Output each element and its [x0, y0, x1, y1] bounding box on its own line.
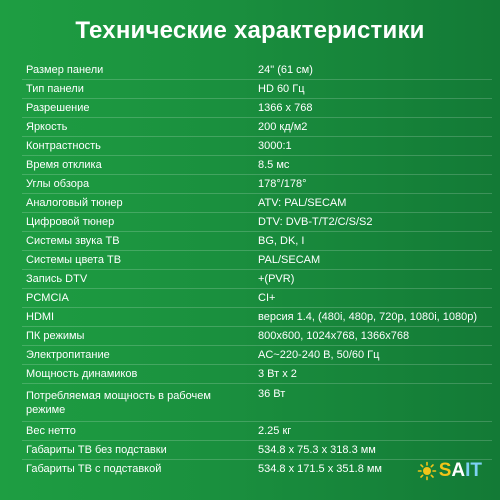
spec-row-dtv-recording: [22, 270, 492, 289]
spec-label: Габариты ТВ с подставкой: [26, 463, 162, 475]
spec-row-color-systems: [22, 251, 492, 270]
spec-label: Мощность динамиков: [26, 368, 138, 380]
spec-value: BG, DK, I: [258, 235, 305, 247]
spec-label: Аналоговый тюнер: [26, 197, 123, 209]
spec-value: DTV: DVB-T/T2/C/S/S2: [258, 216, 373, 228]
spec-row-resolution: [22, 99, 492, 118]
spec-value: 8.5 мс: [258, 159, 290, 171]
spec-value: 2.25 кг: [258, 425, 292, 437]
spec-value: 36 Вт: [258, 388, 286, 400]
spec-row-panel-size: [22, 61, 492, 80]
spec-value: версия 1.4, (480i, 480p, 720p, 1080i, 1080p): [258, 311, 478, 323]
spec-label: Системы звука ТВ: [26, 235, 120, 247]
spec-row-power-consumption: [22, 384, 492, 422]
spec-value: 534.8 x 75.3 x 318.3 мм: [258, 444, 376, 456]
spec-row-sound-systems: [22, 232, 492, 251]
spec-label: Цифровой тюнер: [26, 216, 115, 228]
spec-value: ATV: PAL/SECAM: [258, 197, 347, 209]
spec-row-analog-tuner: [22, 194, 492, 213]
spec-row-dimensions-no-stand: [22, 441, 492, 460]
spec-label: Контрастность: [26, 140, 101, 152]
spec-label: Потребляемая мощность в рабочем режиме: [26, 389, 211, 416]
spec-value: PAL/SECAM: [258, 254, 321, 266]
spec-label: Размер панели: [26, 64, 104, 76]
logo-text-it: IT: [465, 460, 482, 481]
spec-row-pcmcia: [22, 289, 492, 308]
sun-icon: [417, 461, 437, 481]
spec-value: 1366 x 768: [258, 102, 313, 114]
spec-value: 534.8 x 171.5 x 351.8 мм: [258, 463, 382, 475]
spec-row-contrast: [22, 137, 492, 156]
spec-label: Электропитание: [26, 349, 110, 361]
page-title: Технические характеристики: [75, 17, 425, 44]
spec-value: AC~220-240 В, 50/60 Гц: [258, 349, 380, 361]
spec-value: 3000:1: [258, 140, 292, 152]
spec-label: Разрешение: [26, 102, 90, 114]
spec-row-net-weight: [22, 422, 492, 441]
spec-label: Время отклика: [26, 159, 102, 171]
spec-value: 200 кд/м2: [258, 121, 308, 133]
spec-value: 178°/178°: [258, 178, 307, 190]
spec-label: ПК режимы: [26, 330, 85, 342]
spec-row-power-supply: [22, 346, 492, 365]
spec-label: Вес нетто: [26, 425, 76, 437]
logo-text-a: A: [451, 460, 466, 481]
spec-value: HD 60 Гц: [258, 83, 305, 95]
spec-row-panel-type: [22, 80, 492, 99]
spec-label: PCMCIA: [26, 292, 69, 304]
spec-value: 800x600, 1024x768, 1366x768: [258, 330, 410, 342]
spec-label: Габариты ТВ без подставки: [26, 444, 167, 456]
spec-row-response-time: [22, 156, 492, 175]
spec-row-digital-tuner: [22, 213, 492, 232]
spec-row-viewing-angles: [22, 175, 492, 194]
spec-row-pc-modes: [22, 327, 492, 346]
spec-table: [22, 61, 492, 478]
spec-value: +(PVR): [258, 273, 295, 285]
sait-logo: [417, 461, 482, 481]
spec-label: Запись DTV: [26, 273, 88, 285]
spec-row-hdmi: [22, 308, 492, 327]
spec-label: Системы цвета ТВ: [26, 254, 122, 266]
spec-value: 24" (61 см): [258, 64, 313, 76]
spec-value: CI+: [258, 292, 276, 304]
spec-label: Тип панели: [26, 83, 84, 95]
spec-label: HDMI: [26, 311, 55, 323]
spec-row-brightness: [22, 118, 492, 137]
spec-value: 3 Вт x 2: [258, 368, 297, 380]
spec-label: Яркость: [26, 121, 68, 133]
spec-row-speaker-power: [22, 365, 492, 384]
spec-label: Углы обзора: [26, 178, 90, 190]
logo-text-s: S: [438, 460, 452, 481]
